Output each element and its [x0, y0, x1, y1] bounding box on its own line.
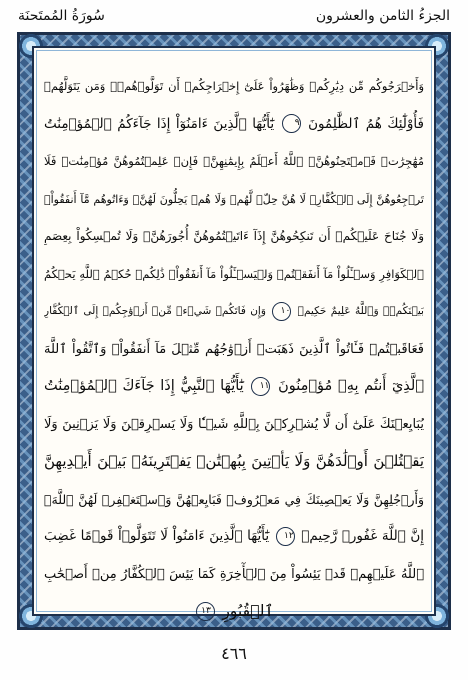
line-text: ٱللَّهُ عَلَيۡهِمۡ قَدۡ يَئِسُواْ مِنَ ٱلۡأٓخِرَةِ كَمَا يَئِسَ ٱلۡكُفَّارُ مِنۡ أَصۡحَٰبِ — [44, 566, 424, 582]
line-text: تَرۡجِعُوهُنَّ إِلَى ٱلۡكُفَّارِۖ لَا هُنَّ حِلّٞ لَّهُمۡ وَلَا هُمۡ يَحِلُّونَ لَهُنَّۖ وَءَاتُوهُم مَّآ أَنفَقُواْۚ — [44, 192, 424, 206]
ayah-number-marker: ١١ — [251, 377, 270, 396]
text-line — [44, 256, 424, 294]
ayah-number-marker: ١٠ — [272, 302, 291, 321]
line-text: وَأَخۡرَجُوكُم مِّن دِيَٰرِكُمۡ وَظَٰهَرُواْ عَلَىٰٓ إِخۡرَاجِكُمۡ أَن تَوَلَّوۡهُمۡۚ وَمَن يَتَوَلَّهُمۡ — [44, 79, 424, 93]
text-line — [44, 406, 424, 444]
text-line — [44, 106, 424, 144]
line-text: إِنَّ ٱللَّهَ غَفُورٞ رَّحِيمٞ — [301, 528, 424, 544]
line-text: فَأُوْلَٰٓئِكَ هُمُ ٱلظَّٰلِمُونَ — [308, 115, 424, 132]
text-line — [44, 556, 424, 594]
text-panel — [32, 46, 436, 620]
line-text: ٱلۡكَوَافِرِ وَسۡـَٔلُواْ مَآ أَنفَقۡتُمۡ وَلۡيَسۡـَٔلُواْ مَآ أَنفَقُواْۚ ذَٰلِكُمۡ حُكۡمُ ٱللَّهِ يَحۡكُمُ — [44, 266, 424, 281]
line-text: يَقۡتُلۡنَ أَوۡلَٰدَهُنَّ وَلَا يَأۡتِينَ بِبُهۡتَٰنٖ يَفۡتَرِينَهُۥ بَيۡنَ أَيۡدِيهِنَّ — [44, 452, 424, 470]
line-text: وَأَرۡجُلِهِنَّ وَلَا يَعۡصِينَكَ فِي مَعۡرُوفٖ فَبَايِعۡهُنَّ وَٱسۡتَغۡفِرۡ لَهُنَّ ٱللَّهَۚ — [44, 491, 424, 507]
juz-title: الجزءُ الثامن والعشرون — [315, 8, 450, 24]
line-text-continued: يَٰٓأَيُّهَا ٱلَّذِينَ ءَامَنُوٓاْ إِذَا جَآءَكُمُ ٱلۡمُؤۡمِنَٰتُ — [44, 115, 275, 132]
ayah-number-marker: ١٢ — [276, 527, 295, 546]
line-text: ٱلَّذِيٓ أَنتُم بِهِۦ مُؤۡمِنُونَ — [278, 378, 424, 394]
page-header — [16, 6, 452, 28]
line-text: ٱلۡقُبُورِ — [222, 602, 274, 620]
text-line — [44, 181, 424, 219]
line-text: مُهَٰجِرَٰتٖ فَٱمۡتَحِنُوهُنَّۖ ٱللَّهُ أَعۡلَمُ بِإِيمَٰنِهِنَّۖ فَإِنۡ عَلِمۡتُمُوهُنَّ مُؤۡمِنَٰتٖ فَلَا — [44, 154, 424, 168]
text-line — [44, 68, 424, 106]
text-line — [44, 443, 424, 481]
line-text: يُبَايِعۡنَكَ عَلَىٰٓ أَن لَّا يُشۡرِكۡنَ بِٱللَّهِ شَيۡـٔٗا وَلَا يَسۡرِقۡنَ وَلَا يَزۡنِينَ وَلَا — [44, 416, 424, 432]
line-text: بَيۡنَكُمۡۖ وَٱللَّهُ عَلِيمٌ حَكِيمٞ — [297, 305, 424, 317]
surah-title: سُورَةُ المُمتَحنَة — [18, 8, 105, 24]
text-line — [44, 143, 424, 181]
text-line — [44, 293, 424, 331]
text-line — [44, 518, 424, 556]
text-line — [44, 331, 424, 369]
line-text: فَعَاقَبۡتُمۡ فَـَٔاتُواْ ٱلَّذِينَ ذَهَبَتۡ أَزۡوَٰجُهُم مِّثۡلَ مَآ أَنفَقُواْۚ وَٱتَّقُواْ ٱللَّهَ — [44, 341, 424, 357]
text-line — [44, 218, 424, 256]
page-number: ٤٦٦ — [221, 644, 247, 663]
line-text-continued: يَٰٓأَيُّهَا ٱلَّذِينَ ءَامَنُواْ لَا تَتَوَلَّوۡاْ قَوۡمًا غَضِبَ — [44, 528, 270, 544]
text-line — [44, 368, 424, 406]
verse-text — [44, 68, 424, 631]
text-line — [44, 593, 424, 631]
line-text-continued: يَٰٓأَيُّهَا ٱلنَّبِيُّ إِذَا جَآءَكَ ٱلۡمُؤۡمِنَٰتُ — [44, 378, 244, 394]
line-text-continued: وَإِن فَاتَكُمۡ شَيۡءٞ مِّنۡ أَزۡوَٰجِكُمۡ إِلَى ٱلۡكُفَّارِ — [44, 305, 266, 317]
line-text: وَلَا جُنَاحَ عَلَيۡكُمۡ أَن تَنكِحُوهُنَّ إِذَآ ءَاتَيۡتُمُوهُنَّ أُجُورَهُنَّۚ وَلَا تُمۡسِكُواْ بِعِصَمِ — [44, 229, 424, 243]
ayah-number-marker: ١٣ — [196, 602, 215, 621]
text-line — [44, 481, 424, 519]
ayah-number-marker: ٩ — [282, 114, 301, 133]
